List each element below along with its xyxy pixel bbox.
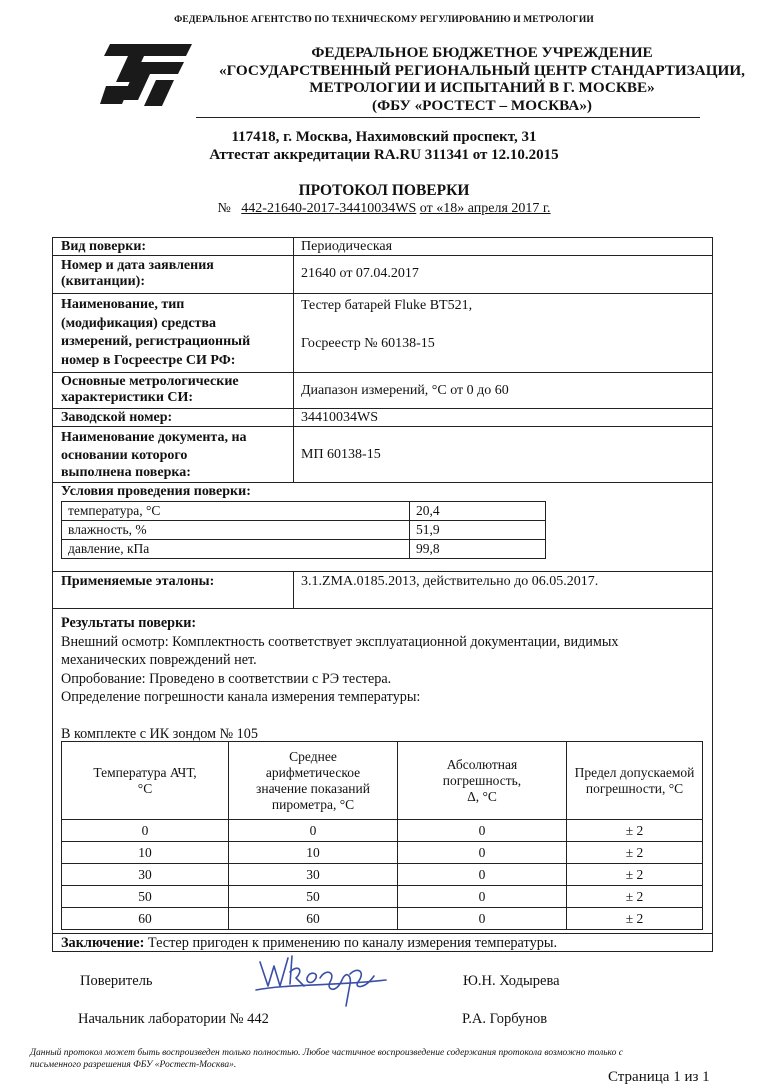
cell-temperature: 0	[62, 820, 229, 842]
cell-error: 0	[398, 820, 567, 842]
label-line: (квитанции):	[61, 274, 145, 289]
conclusion	[61, 935, 557, 951]
organization-name	[196, 44, 768, 114]
table-row	[62, 908, 703, 930]
label-line: характеристики СИ:	[61, 390, 194, 405]
probe-kit: В комплекте с ИК зондом № 105	[61, 725, 258, 742]
label-line: Наименование, тип	[61, 297, 185, 312]
org-line: МЕТРОЛОГИИ И ИСПЫТАНИЙ В Г. МОСКВЕ»	[309, 79, 655, 96]
results-line: механических повреждений нет.	[61, 652, 257, 668]
conditions-table	[61, 501, 546, 559]
protocol-date: от «18» апреля 2017 г.	[419, 201, 551, 216]
row-divider	[53, 293, 712, 294]
head-role: Начальник лаборатории № 442	[78, 1011, 269, 1027]
protocol-number-line	[0, 201, 768, 217]
header-line: Температура АЧТ,	[93, 764, 197, 780]
header-line: погрешность,	[442, 772, 522, 788]
cell-limit: ± 2	[567, 908, 703, 930]
header-line: пирометра, °С	[271, 796, 355, 812]
table-row	[62, 886, 703, 908]
header-divider	[196, 117, 700, 118]
table-row	[62, 842, 703, 864]
header-mean	[229, 742, 398, 820]
cell-limit: ± 2	[567, 820, 703, 842]
cell-limit: ± 2	[567, 842, 703, 864]
verifier-name: Ю.Н. Ходырева	[463, 973, 560, 989]
label-line: (модификация) средства	[61, 315, 216, 331]
column-divider	[293, 238, 294, 482]
label-line: основании которого	[61, 447, 188, 463]
note-line: Данный протокол может быть воспроизведен только полностью. Любое частичное воспроизведение содержания протокола возможно только с	[30, 1048, 623, 1058]
row-divider	[53, 408, 712, 409]
type-label: Вид поверки:	[61, 239, 147, 254]
results-line: Внешний осмотр: Комплектность соответствует эксплуатационной документации, видимых	[61, 633, 619, 650]
results-table	[61, 741, 703, 930]
condition-value: 51,9	[410, 521, 546, 540]
note-line: письменного разрешения ФБУ «Ростест-Москва».	[30, 1059, 237, 1070]
condition-value: 99,8	[410, 540, 546, 559]
cell-error: 0	[398, 908, 567, 930]
table-row	[62, 540, 546, 559]
serial-value: 34410034WS	[301, 410, 378, 425]
results-section	[61, 614, 711, 743]
protocol-title: ПРОТОКОЛ ПОВЕРКИ	[298, 182, 470, 199]
header-line: Предел допускаемой	[574, 764, 695, 780]
row-divider	[53, 571, 712, 572]
results-line: Определение погрешности канала измерения температуры:	[61, 689, 421, 705]
instrument-name: Тестер батарей Fluke BT521,	[301, 298, 473, 313]
type-value: Периодическая	[301, 239, 393, 254]
cell-error: 0	[398, 886, 567, 908]
results-line: Опробование: Проведено в соответствии с РЭ тестера.	[61, 670, 392, 687]
table-row	[62, 502, 546, 521]
registry-number: Госреестр № 60138-15	[301, 336, 435, 351]
cell-mean: 30	[229, 864, 398, 886]
row-divider	[53, 426, 712, 427]
cell-error: 0	[398, 842, 567, 864]
org-line: «ГОСУДАРСТВЕННЫЙ РЕГИОНАЛЬНЫЙ ЦЕНТР СТАНДАРТИЗАЦИИ,	[219, 61, 745, 79]
header-line: °С	[137, 780, 153, 796]
header-temperature	[62, 742, 229, 820]
metrology-value: Диапазон измерений, °С от 0 до 60	[301, 383, 509, 398]
row-divider	[53, 255, 712, 256]
header-error	[398, 742, 567, 820]
header-limit	[567, 742, 703, 820]
footer-note	[30, 1048, 730, 1071]
table-row	[62, 864, 703, 886]
results-title: Результаты поверки:	[61, 615, 197, 631]
row-divider	[53, 608, 712, 609]
table-row	[62, 820, 703, 842]
application-value: 21640 от 07.04.2017	[301, 266, 419, 281]
verifier-role: Поверитель	[80, 973, 153, 989]
address: 117418, г. Москва, Нахимовский проспект, 31	[231, 129, 537, 145]
label-line: номер в Госреестре СИ РФ:	[61, 352, 236, 368]
column-divider	[293, 571, 294, 608]
cell-mean: 10	[229, 842, 398, 864]
document-label	[61, 429, 247, 482]
table-row	[62, 521, 546, 540]
page-number: Страница 1 из 1	[608, 1069, 710, 1085]
cell-temperature: 50	[62, 886, 229, 908]
cell-error: 0	[398, 864, 567, 886]
cell-limit: ± 2	[567, 864, 703, 886]
row-divider	[53, 933, 712, 934]
label-line: измерений, регистрационный	[61, 334, 251, 349]
conclusion-label: Заключение:	[61, 935, 145, 951]
standards-value: 3.1.ZMA.0185.2013, действительно до 06.05.2017.	[301, 574, 599, 589]
cell-mean: 60	[229, 908, 398, 930]
condition-name: давление, кПа	[62, 540, 410, 559]
agency-header: ФЕДЕРАЛЬНОЕ АГЕНТСТВО ПО ТЕХНИЧЕСКОМУ РЕГУЛИРОВАНИЮ И МЕТРОЛОГИИ	[174, 15, 594, 25]
metrology-label	[61, 374, 239, 406]
cell-temperature: 60	[62, 908, 229, 930]
cell-mean: 50	[229, 886, 398, 908]
protocol-frame	[52, 237, 713, 952]
application-label	[61, 258, 214, 290]
label-line: Основные метрологические	[61, 374, 239, 389]
serial-label: Заводской номер:	[61, 410, 173, 425]
label-line: выполнена поверка:	[61, 465, 191, 480]
protocol-number: 442-21640-2017-34410034WS	[241, 201, 417, 216]
signature-icon	[246, 950, 396, 1010]
header-line: арифметическое	[265, 764, 361, 780]
cell-temperature: 30	[62, 864, 229, 886]
org-line: ФЕДЕРАЛЬНОЕ БЮДЖЕТНОЕ УЧРЕЖДЕНИЕ	[311, 44, 653, 61]
condition-name: температура, °С	[62, 502, 410, 521]
accreditation: Аттестат аккредитации RA.RU 311341 от 12.10.2015	[209, 147, 559, 163]
conclusion-text: Тестер пригоден к применению по каналу измерения температуры.	[144, 935, 558, 951]
label-line: Номер и дата заявления	[61, 258, 214, 273]
label-line: Наименование документа, на	[61, 430, 247, 445]
row-divider	[53, 372, 712, 373]
header-line: значение показаний	[256, 780, 370, 796]
conditions-title: Условия проведения поверки:	[61, 484, 251, 499]
cell-mean: 0	[229, 820, 398, 842]
header-line: Среднее	[289, 748, 337, 764]
row-divider	[53, 482, 712, 483]
rostest-logo-icon	[100, 42, 195, 114]
number-prefix: №	[217, 201, 231, 216]
document-value: МП 60138-15	[301, 447, 381, 462]
condition-value: 20,4	[410, 502, 546, 521]
instrument-label	[61, 296, 250, 370]
address-block	[0, 128, 768, 164]
cell-limit: ± 2	[567, 886, 703, 908]
condition-name: влажность, %	[62, 521, 410, 540]
org-line: (ФБУ «РОСТЕСТ – МОСКВА»)	[372, 96, 592, 114]
table-header-row	[62, 742, 703, 820]
cell-temperature: 10	[62, 842, 229, 864]
header-line: погрешности, °С	[585, 780, 684, 796]
header-line: Δ, °С	[467, 788, 497, 804]
header-line: Абсолютная	[446, 756, 518, 772]
head-name: Р.А. Горбунов	[462, 1011, 548, 1027]
standards-label: Применяемые эталоны:	[61, 574, 215, 589]
